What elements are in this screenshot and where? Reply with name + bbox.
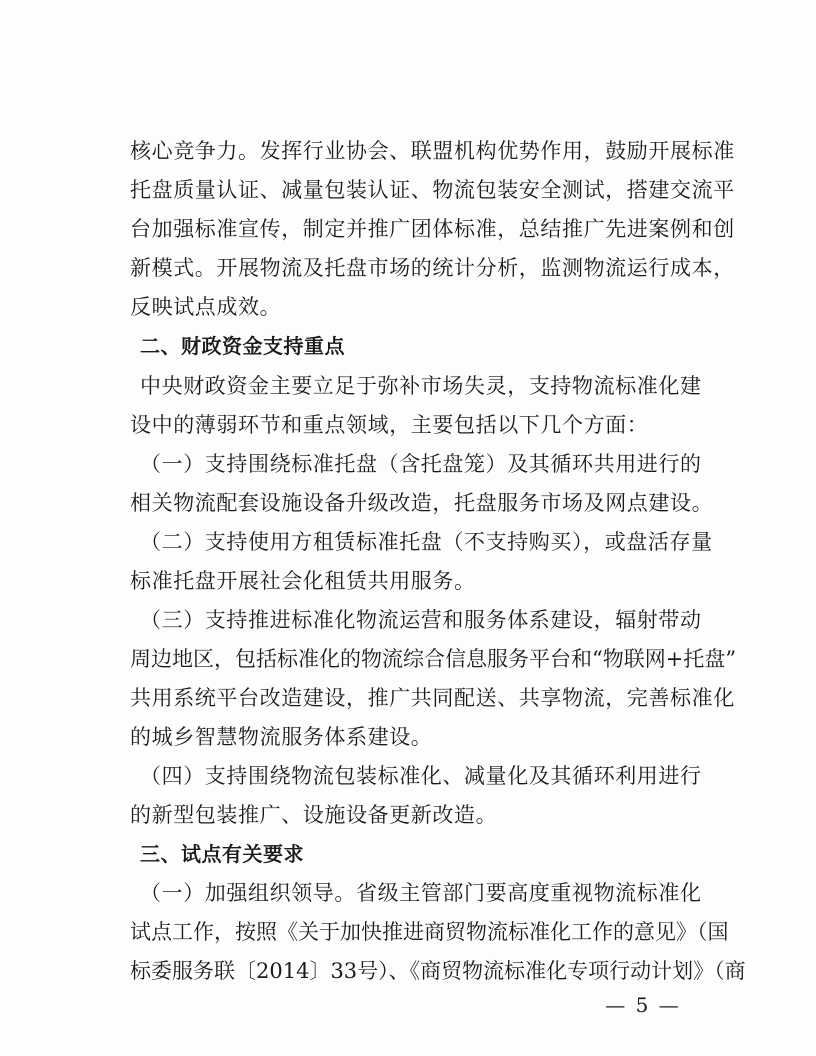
text-line: 新模式。开展物流及托盘市场的统计分析，监测物流运行成本， [130, 256, 735, 280]
text-line: 标委服务联〔2014〕33号）、《商贸物流标准化专项行动计划》（商 [130, 959, 746, 983]
text-line: 标准托盘开展社会化租赁共用服务。 [130, 569, 476, 593]
text-line: （三）支持推进标准化物流运营和服务体系建设，辐射带动 [140, 608, 702, 632]
section-heading-requirements: 三、试点有关要求 [140, 842, 304, 866]
text-line: 中央财政资金主要立足于弥补市场失灵，支持物流标准化建 [140, 374, 702, 398]
text-line: （一）支持围绕标准托盘（含托盘笼）及其循环共用进行的 [140, 452, 702, 476]
text-line: 托盘质量认证、减量包装认证、物流包装安全测试，搭建交流平 [130, 178, 735, 202]
page-number: — 5 — [605, 993, 681, 1017]
text-line: 的城乡智慧物流服务体系建设。 [130, 725, 433, 749]
text-line: （一）加强组织领导。省级主管部门要高度重视物流标准化 [140, 881, 702, 905]
text-line: 设中的薄弱环节和重点领域，主要包括以下几个方面： [130, 413, 649, 437]
text-line: 共用系统平台改造建设，推广共同配送、共享物流，完善标准化 [130, 686, 735, 710]
text-line: （四）支持围绕物流包装标准化、减量化及其循环利用进行 [140, 764, 702, 788]
text-line: 试点工作，按照《关于加快推进商贸物流标准化工作的意见》（国 [130, 920, 729, 944]
text-line: 相关物流配套设施设备升级改造，托盘服务市场及网点建设。 [130, 491, 714, 515]
text-line: 周边地区，包括标准化的物流综合信息服务平台和“物联网+托盘” [130, 647, 737, 671]
section-heading-funding-focus: 二、财政资金支持重点 [140, 334, 345, 358]
text-line: 核心竞争力。发挥行业协会、联盟机构优势作用，鼓励开展标准 [130, 139, 735, 163]
text-line: 的新型包装推广、设施设备更新改造。 [130, 803, 498, 827]
text-line: 反映试点成效。 [130, 295, 282, 319]
text-line: （二）支持使用方租赁标准托盘（不支持购买），或盘活存量 [140, 530, 713, 554]
text-line: 台加强标准宣传，制定并推广团体标准，总结推广先进案例和创 [130, 217, 735, 241]
